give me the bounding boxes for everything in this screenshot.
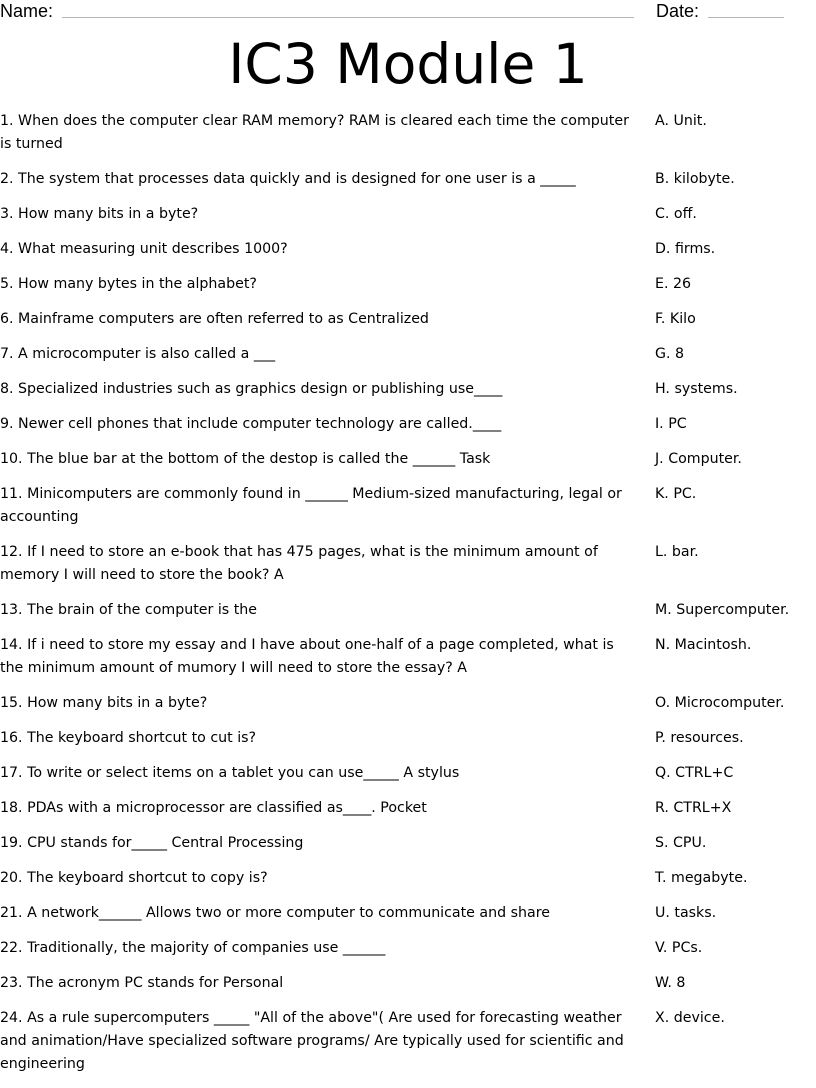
clue-text: 17. To write or select items on a tablet you can use_____ A stylus [0, 765, 460, 781]
clue-text: 24. As a rule supercomputers _____ "All of the above"( Are used for forecasting weather and animation/Have specialized software programs/ Are typically used for scientific and engineering [0, 1010, 624, 1072]
clue-text: 23. The acronym PC stands for Personal [0, 975, 284, 991]
clue-text: 13. The brain of the computer is the [0, 602, 257, 618]
clue-text: 10. The blue bar at the bottom of the destop is called the ______ Task [0, 451, 491, 467]
answer-choice: S. CPU. [655, 835, 707, 851]
answer-choice: K. PC. [655, 486, 697, 502]
answer-choice: T. megabyte. [655, 870, 748, 886]
clue-text: 21. A network______ Allows two or more computer to communicate and share [0, 905, 550, 921]
date-label: Date: [656, 1, 700, 21]
date-field-line[interactable] [708, 17, 784, 18]
answer-choice: Q. CTRL+C [655, 765, 734, 781]
clue-text: 9. Newer cell phones that include computer technology are called.____ [0, 416, 502, 432]
answer-choice: U. tasks. [655, 905, 717, 921]
matching-row [0, 168, 816, 191]
clue-text: 5. How many bytes in the alphabet? [0, 276, 257, 292]
clue-text: 20. The keyboard shortcut to copy is? [0, 870, 268, 886]
clue-text: 14. If i need to store my essay and I have about one-half of a page completed, what is the minimum amount of mumory I will need to store the essay? A [0, 637, 614, 676]
clue-text: 12. If I need to store an e-book that has 475 pages, what is the minimum amount of memory I will need to store the book? A [0, 544, 598, 583]
clue-text: 1. When does the computer clear RAM memory? RAM is cleared each time the computer is turned [0, 113, 629, 152]
answer-choice: F. Kilo [655, 311, 696, 327]
matching-row [0, 634, 816, 680]
matching-row [0, 797, 816, 820]
name-label: Name: [0, 1, 54, 21]
matching-row [0, 110, 816, 156]
clue-text: 11. Minicomputers are commonly found in ______ Medium-sized manufacturing, legal or accounting [0, 486, 622, 525]
matching-row [0, 413, 816, 436]
header-row [0, 0, 816, 24]
clue-text: 6. Mainframe computers are often referred to as Centralized [0, 311, 429, 327]
answer-choice: P. resources. [655, 730, 744, 746]
answer-choice: N. Macintosh. [655, 637, 752, 653]
answer-choice: C. off. [655, 206, 697, 222]
clue-text: 8. Specialized industries such as graphics design or publishing use____ [0, 381, 503, 397]
clue-text: 15. How many bits in a byte? [0, 695, 208, 711]
answer-choice: O. Microcomputer. [655, 695, 785, 711]
matching-list [0, 110, 816, 1088]
clue-text: 16. The keyboard shortcut to cut is? [0, 730, 257, 746]
matching-row [0, 937, 816, 960]
answer-choice: M. Supercomputer. [655, 602, 790, 618]
matching-row [0, 867, 816, 890]
matching-row [0, 972, 816, 995]
matching-row [0, 692, 816, 715]
matching-row [0, 308, 816, 331]
clue-text: 19. CPU stands for_____ Central Processing [0, 835, 304, 851]
answer-choice: B. kilobyte. [655, 171, 735, 187]
clue-text: 7. A microcomputer is also called a ___ [0, 346, 276, 362]
answer-choice: L. bar. [655, 544, 699, 560]
answer-choice: X. device. [655, 1010, 725, 1026]
answer-choice: D. firms. [655, 241, 716, 257]
answer-choice: I. PC [655, 416, 687, 432]
clue-text: 18. PDAs with a microprocessor are classified as____. Pocket [0, 800, 427, 816]
matching-row [0, 483, 816, 529]
matching-row [0, 343, 816, 366]
matching-row [0, 727, 816, 750]
answer-choice: E. 26 [655, 276, 692, 292]
clue-text: 22. Traditionally, the majority of companies use ______ [0, 940, 386, 956]
matching-row [0, 203, 816, 226]
matching-row [0, 902, 816, 925]
matching-row [0, 541, 816, 587]
answer-choice: W. 8 [655, 975, 686, 991]
answer-choice: H. systems. [655, 381, 738, 397]
matching-row [0, 448, 816, 471]
answer-choice: A. Unit. [655, 113, 707, 129]
matching-row [0, 832, 816, 855]
answer-choice: V. PCs. [655, 940, 703, 956]
name-field-line[interactable] [62, 17, 634, 18]
clue-text: 3. How many bits in a byte? [0, 206, 199, 222]
matching-row [0, 1007, 816, 1076]
answer-choice: G. 8 [655, 346, 685, 362]
matching-row [0, 378, 816, 401]
answer-choice: R. CTRL+X [655, 800, 732, 816]
matching-row [0, 762, 816, 785]
matching-row [0, 599, 816, 622]
matching-row [0, 273, 816, 296]
clue-text: 2. The system that processes data quickly and is designed for one user is a _____ [0, 171, 576, 187]
clue-text: 4. What measuring unit describes 1000? [0, 241, 288, 257]
answer-choice: J. Computer. [655, 451, 742, 467]
matching-row [0, 238, 816, 261]
page-title: IC3 Module 1 [228, 32, 588, 96]
